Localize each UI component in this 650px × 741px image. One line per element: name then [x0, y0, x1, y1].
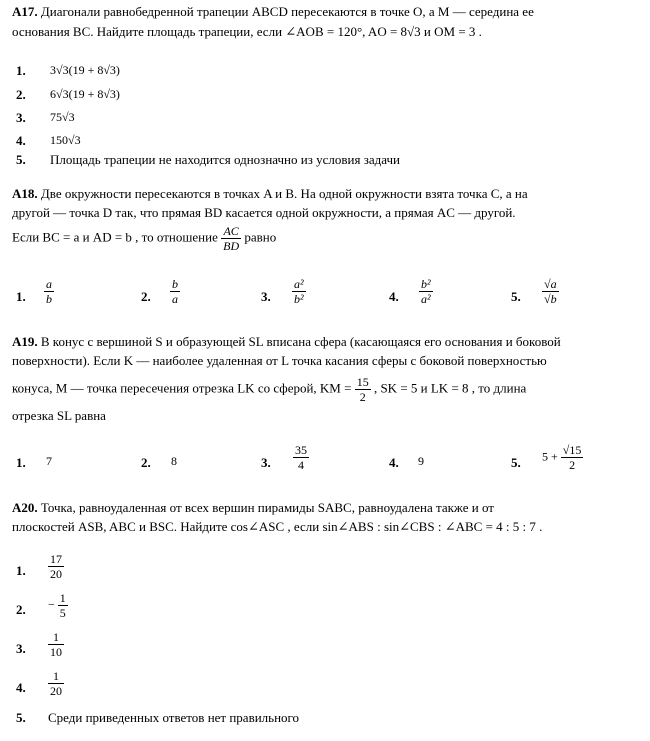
a18-line3-pre: Если BC = a и AD = b , то отношение: [12, 229, 218, 245]
a17-opt5-value: Площадь трапеции не находится однозначно из условия задачи: [50, 152, 400, 167]
a20-opt3-num: 3.: [16, 641, 26, 656]
a18-opt5-n: √a: [544, 277, 557, 291]
a18-ratio-den: BD: [223, 239, 240, 253]
a18-opt5-d: √b: [544, 292, 557, 306]
a19-line3: [12, 375, 526, 404]
a18-line1: [12, 186, 528, 202]
a19-text1: В конус с вершиной S и образующей SL вписана сфера (касающаяся его основания и боковой: [40, 334, 561, 349]
a18-opt2-d: a: [172, 292, 178, 306]
a20-opt2-value: [48, 591, 68, 620]
a18-opt3-num: 3.: [261, 289, 271, 304]
a18-opt3-d: b²: [294, 292, 304, 306]
a19-km-fraction: [355, 375, 371, 404]
a18-opt3-value: [292, 277, 306, 306]
a18-line2: другой — точка D так, что прямая BD касается одной окружности, а прямая AC — другой.: [12, 205, 516, 220]
a18-ratio-fraction: [221, 224, 241, 253]
a18-opt2-num: 2.: [141, 289, 151, 304]
a20-opt2-pre: −: [48, 597, 55, 612]
a19-km-den: 2: [359, 390, 366, 404]
a18-opt4-value: [419, 277, 433, 306]
a20-opt2-n: 1: [59, 591, 66, 605]
a18-opt1-n: a: [46, 277, 52, 291]
a19-opt3-num: 3.: [261, 455, 271, 470]
a20-opt4-value: [48, 669, 64, 698]
a19-line3-pre: конуса, M — точка пересечения отрезка LK со сферой, KM =: [12, 380, 352, 396]
a19-opt4-value: 9: [418, 454, 424, 468]
a18-opt3-n: a²: [294, 277, 304, 291]
a19-opt5-n: √15: [562, 443, 582, 457]
a20-opt4-d: 20: [50, 684, 62, 698]
a17-opt5-num: 5.: [16, 152, 26, 167]
a18-ratio-num: AC: [221, 224, 241, 239]
a20-opt4-n: 1: [48, 669, 64, 684]
a17-opt4-num: 4.: [16, 133, 26, 148]
a20-opt2-num: 2.: [16, 602, 26, 617]
a19-opt5-value: [542, 443, 583, 472]
a18-opt4-d: a²: [421, 292, 431, 306]
a17-text1: Диагонали равнобедренной трапеции ABCD пересекаются в точке O, а M — середина ее: [40, 4, 534, 19]
a17-opt2-num: 2.: [16, 87, 26, 102]
a20-opt3-n: 1: [48, 630, 64, 645]
a19-opt2-num: 2.: [141, 455, 151, 470]
a18-opt2-value: [170, 277, 180, 306]
a19-opt5-num: 5.: [511, 455, 521, 470]
a19-opt1-num: 1.: [16, 455, 26, 470]
a19-line1: [12, 334, 561, 350]
a20-line1: [12, 500, 494, 516]
a20-opt5-num: 5.: [16, 710, 26, 725]
a20-opt3-d: 10: [50, 645, 62, 659]
a19-opt5-d: 2: [569, 458, 576, 472]
a19-opt3-d: 4: [298, 458, 304, 472]
a18-label: A18.: [12, 186, 38, 201]
a18-line3-post: равно: [244, 229, 277, 245]
a20-opt1-d: 20: [50, 567, 62, 581]
a19-opt5-pre: 5 +: [542, 449, 558, 464]
a20-opt2-d: 5: [59, 606, 66, 620]
a19-opt2-value: 8: [171, 454, 177, 468]
a19-label: A19.: [12, 334, 38, 349]
a17-opt1-num: 1.: [16, 63, 26, 78]
a17-line1: [12, 4, 534, 20]
a18-opt5-num: 5.: [511, 289, 521, 304]
a17-label: A17.: [12, 4, 38, 19]
a18-opt5-value: [542, 277, 559, 306]
a19-line4: отрезка SL равна: [12, 408, 106, 423]
a20-text1: Точка, равноудаленная от всех вершин пирамиды SABC, равноудалена также и от: [40, 500, 494, 515]
a18-line3: [12, 224, 276, 253]
a19-opt3-value: [293, 443, 309, 472]
a18-opt4-num: 4.: [389, 289, 399, 304]
a19-opt1-value: 7: [46, 454, 52, 468]
a20-opt1-n: 17: [50, 552, 62, 566]
a18-opt1-d: b: [46, 292, 52, 306]
a20-opt1-value: [48, 552, 64, 581]
a20-opt3-value: [48, 630, 64, 659]
a17-opt3-value: 75√3: [50, 110, 75, 124]
a17-line2: основания BC. Найдите площадь трапеции, если ∠AOB = 120°, AO = 8√3 и OM = 3 .: [12, 24, 482, 39]
a18-opt2-n: b: [172, 277, 178, 291]
a19-opt4-num: 4.: [389, 455, 399, 470]
a19-line3-post: , SK = 5 и LK = 8 , то длина: [373, 380, 527, 396]
a17-opt1-value: 3√3(19 + 8√3): [50, 63, 120, 77]
a19-line2: поверхности). Если K — наиболее удаленная от L точка касания сферы с боковой поверхностью: [12, 353, 547, 368]
a20-opt4-num: 4.: [16, 680, 26, 695]
a20-label: A20.: [12, 500, 38, 515]
a18-text1: Две окружности пересекаются в точках A и B. На одной окружности взята точка C, а на: [40, 186, 528, 201]
a19-opt3-n: 35: [295, 443, 307, 457]
a17-opt3-num: 3.: [16, 110, 26, 125]
a18-opt1-value: [44, 277, 54, 306]
a20-line2: плоскостей ASB, ABC и BSC. Найдите cos∠ASC , если sin∠ABS : sin∠CBS : ∠ABC = 4 : 5 : 7 .: [12, 519, 543, 534]
a18-opt1-num: 1.: [16, 289, 26, 304]
a19-km-num: 15: [356, 375, 369, 389]
a18-opt4-n: b²: [421, 277, 431, 291]
a17-opt4-value: 150√3: [50, 133, 81, 147]
a20-opt1-num: 1.: [16, 563, 26, 578]
a20-opt5-value: Среди приведенных ответов нет правильного: [48, 710, 300, 725]
a17-opt2-value: 6√3(19 + 8√3): [50, 87, 120, 101]
